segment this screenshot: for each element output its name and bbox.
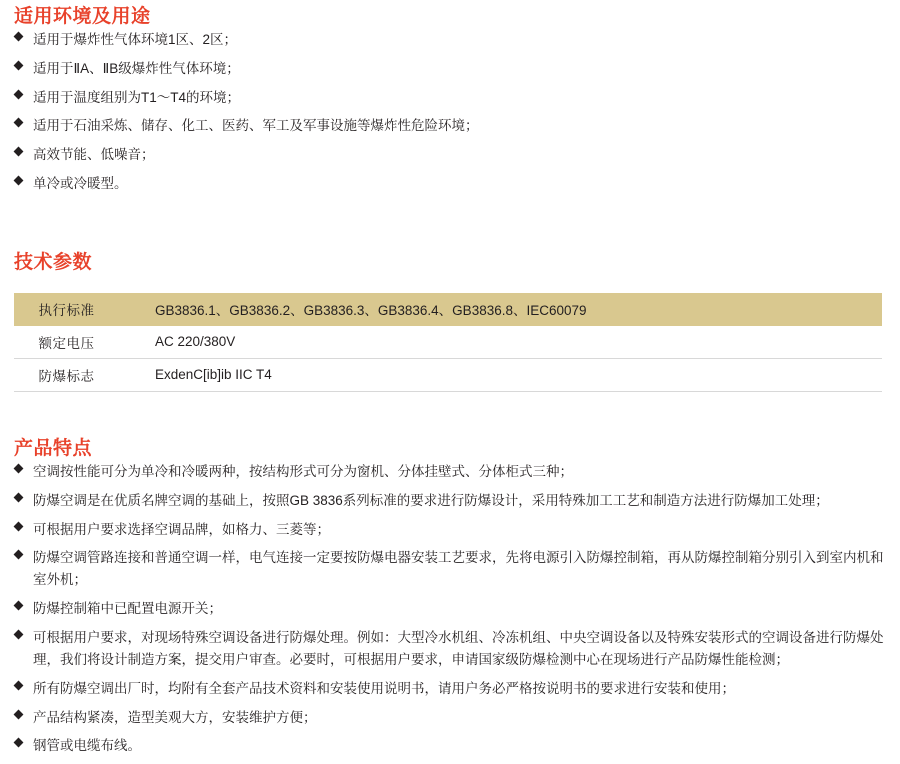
table-cell-value: AC 220/380V — [155, 334, 236, 350]
table-cell-label: 执行标准 — [38, 302, 95, 318]
environment-list — [14, 29, 884, 195]
diamond-bullet-icon — [14, 60, 24, 70]
diamond-bullet-icon — [14, 630, 24, 640]
list-item — [14, 547, 890, 591]
table-cell-value: ExdenC[ib]ib IIC T4 — [155, 367, 272, 383]
diamond-bullet-icon — [14, 738, 24, 748]
list-item-text: 钢管或电缆布线。 — [33, 738, 141, 754]
list-item-text: 可根据用户要求选择空调品牌，如格力、三菱等； — [33, 521, 330, 537]
list-item — [14, 461, 890, 483]
diamond-bullet-icon — [14, 147, 24, 157]
list-item-text: 产品结构紧凑，造型美观大方，安装维护方便； — [33, 709, 317, 725]
list-item-text: 适用于石油采炼、储存、化工、医药、军工及军事设施等爆炸性危险环境； — [33, 118, 479, 134]
list-item — [14, 707, 890, 729]
list-item-text: 空调按性能可分为单冷和冷暖两种，按结构形式可分为窗机、分体挂壁式、分体柜式三种； — [33, 463, 573, 479]
list-item — [14, 115, 884, 137]
list-item — [14, 58, 884, 80]
list-item — [14, 519, 890, 541]
list-item — [14, 598, 890, 620]
list-item-text: 高效节能、低噪音； — [33, 147, 155, 163]
list-item — [14, 173, 884, 195]
section-features — [14, 438, 890, 764]
list-item-text: 适用于ⅡA、ⅡB级爆炸性气体环境； — [33, 60, 240, 76]
diamond-bullet-icon — [14, 463, 24, 473]
list-item-text: 防爆控制箱中已配置电源开关； — [33, 601, 222, 617]
list-item — [14, 627, 890, 671]
diamond-bullet-icon — [14, 550, 24, 560]
diamond-bullet-icon — [14, 492, 24, 502]
section-title-features: 产品特点 — [14, 438, 93, 459]
section-title-environment: 适用环境及用途 — [14, 6, 151, 27]
table-row — [14, 325, 882, 358]
section-technical — [14, 252, 884, 392]
diamond-bullet-icon — [14, 176, 24, 186]
list-item — [14, 87, 884, 109]
list-item-text: 单冷或冷暖型。 — [33, 176, 128, 192]
list-item — [14, 735, 890, 757]
diamond-bullet-icon — [14, 118, 24, 128]
table-row — [14, 358, 882, 391]
list-item-text: 防爆空调管路连接和普通空调一样，电气连接一定要按防爆电器安装工艺要求，先将电源引入防爆控制箱，再从防爆控制箱分别引入到室内机和室外机； — [33, 550, 884, 588]
section-title-technical: 技术参数 — [14, 252, 93, 273]
table-cell-label: 额定电压 — [38, 335, 95, 351]
list-item-text: 可根据用户要求，对现场特殊空调设备进行防爆处理。例如：大型冷水机组、冷冻机组、中央空调设备以及特殊安装形式的空调设备进行防爆处理，我们将设计制造方案，提交用户审查。必要时，可根据用户要求，申请国家级防爆检测中心在现场进行产品防爆性能检测； — [33, 629, 884, 667]
list-item-text: 所有防爆空调出厂时，均附有全套产品技术资料和安装使用说明书，请用户务必严格按说明书的要求进行安装和使用； — [33, 680, 735, 696]
diamond-bullet-icon — [14, 601, 24, 611]
list-item — [14, 678, 890, 700]
list-item — [14, 29, 884, 51]
section-environment — [14, 6, 884, 202]
diamond-bullet-icon — [14, 680, 24, 690]
list-item-text: 防爆空调是在优质名牌空调的基础上，按照GB 3836系列标准的要求进行防爆设计，采用特殊加工工艺和制造方法进行防爆加工处理； — [33, 492, 829, 508]
diamond-bullet-icon — [14, 31, 24, 41]
diamond-bullet-icon — [14, 89, 24, 99]
technical-spec-table — [14, 293, 882, 392]
list-item — [14, 144, 884, 166]
table-cell-label: 防爆标志 — [38, 368, 95, 384]
diamond-bullet-icon — [14, 709, 24, 719]
list-item-text: 适用于爆炸性气体环境1区、2区； — [33, 31, 238, 47]
table-row — [14, 293, 882, 326]
features-list — [14, 461, 890, 757]
list-item-text: 适用于温度组别为T1～T4的环境； — [33, 89, 241, 105]
list-item — [14, 490, 890, 512]
table-cell-value: GB3836.1、GB3836.2、GB3836.3、GB3836.4、GB3836.8、IEC60079 — [155, 302, 587, 318]
diamond-bullet-icon — [14, 521, 24, 531]
